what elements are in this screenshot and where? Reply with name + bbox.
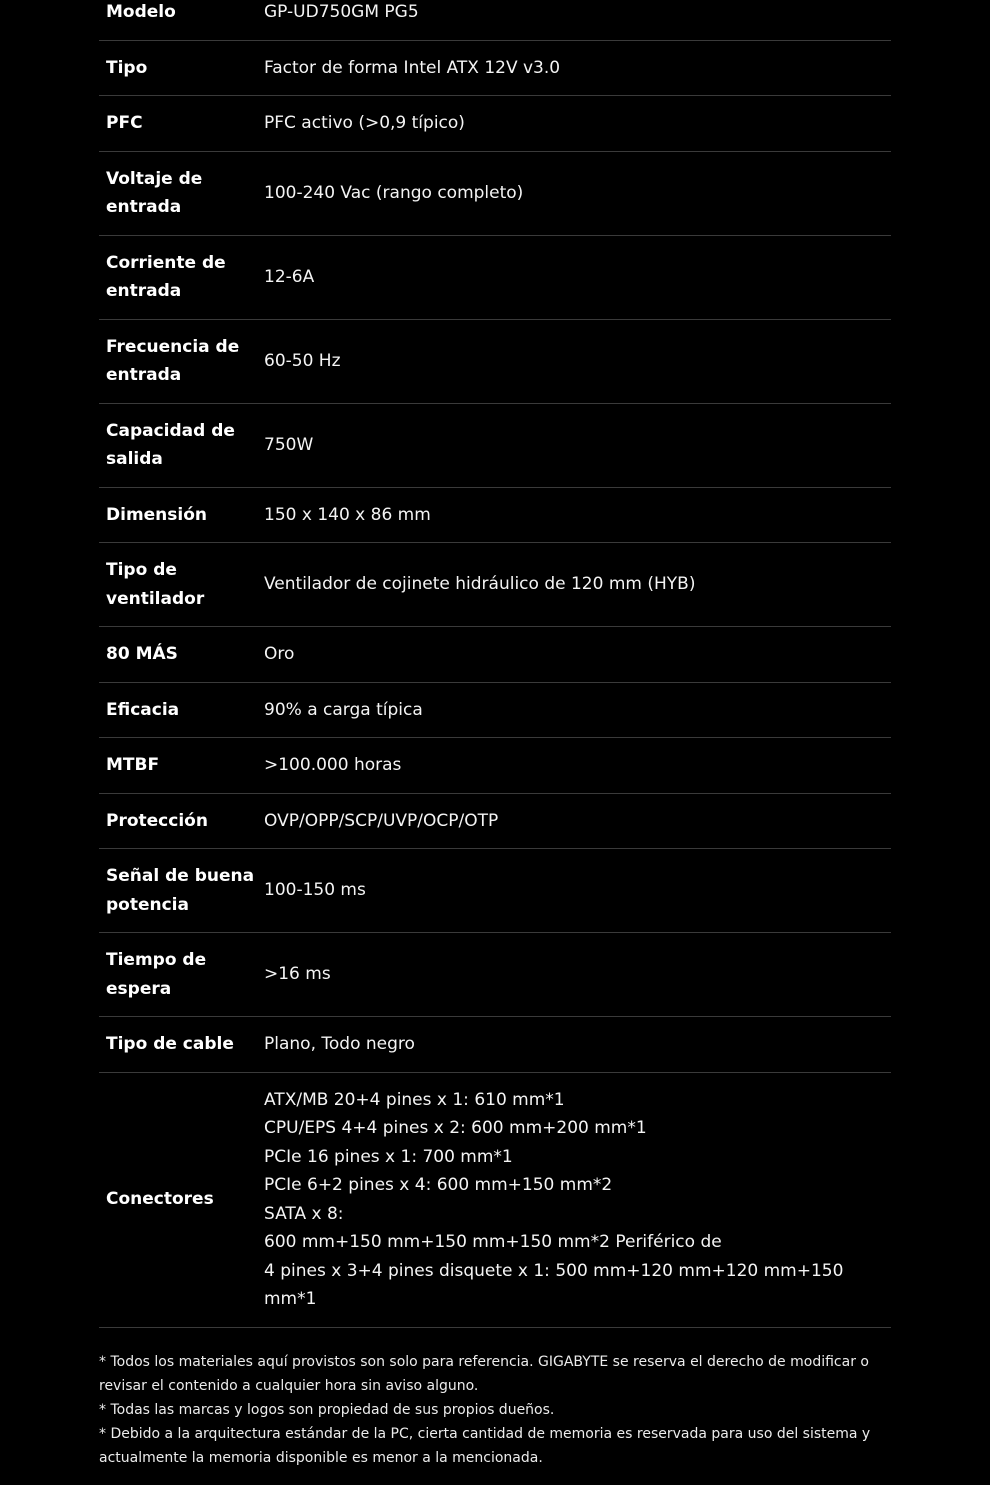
spec-label: MTBF xyxy=(99,738,264,794)
spec-value-line: Ventilador de cojinete hidráulico de 120 mm (HYB) xyxy=(264,574,696,595)
spec-label: Modelo xyxy=(99,0,264,40)
disclaimer-note: * Todos los materiales aquí provistos son solo para referencia. GIGABYTE se reserva el derecho de modificar o revisar el contenido a cualquier hora sin aviso alguno. xyxy=(99,1353,869,1394)
spec-value xyxy=(264,738,891,794)
spec-label: Eficacia xyxy=(99,682,264,738)
spec-value-line: PFC activo (>0,9 típico) xyxy=(264,113,465,133)
spec-table xyxy=(99,0,891,1328)
spec-value-line: PCIe 16 pines x 1: 700 mm*1 xyxy=(264,1146,513,1167)
spec-value xyxy=(264,151,891,235)
spec-row xyxy=(99,933,891,1017)
spec-value xyxy=(264,933,891,1017)
spec-value xyxy=(264,40,891,96)
spec-row xyxy=(99,1072,891,1327)
spec-value-line: >100.000 horas xyxy=(264,755,402,775)
spec-label: Dimensión xyxy=(99,487,264,543)
spec-label: Tipo xyxy=(99,40,264,96)
spec-row xyxy=(99,682,891,738)
spec-value xyxy=(264,849,891,933)
spec-label: Conectores xyxy=(99,1072,264,1327)
spec-label: Capacidad de salida xyxy=(99,403,264,487)
spec-value xyxy=(264,0,891,40)
disclaimer-note: * Debido a la arquitectura estándar de la PC, cierta cantidad de memoria es reservada para uso del sistema y actualmente la memoria disponible es menor a la mencionada. xyxy=(99,1425,871,1466)
spec-value xyxy=(264,682,891,738)
spec-label: 80 MÁS xyxy=(99,627,264,683)
spec-value xyxy=(264,627,891,683)
spec-value-line: 12-6A xyxy=(264,266,315,287)
spec-value-line: 750W xyxy=(264,434,314,455)
spec-value-line: 100-150 ms xyxy=(264,880,366,901)
spec-value-line: >16 ms xyxy=(264,964,331,985)
spec-value-line: 4 pines x 3+4 pines disquete x 1: 500 mm+120 mm+120 mm+150 mm*1 xyxy=(264,1260,844,1309)
spec-row xyxy=(99,543,891,627)
spec-sheet xyxy=(99,0,891,1470)
spec-value xyxy=(264,543,891,627)
spec-value-line: OVP/OPP/SCP/UVP/OCP/OTP xyxy=(264,810,499,831)
spec-label: Protección xyxy=(99,793,264,849)
spec-value-line: 90% a carga típica xyxy=(264,699,423,720)
spec-label: Tiempo de espera xyxy=(99,933,264,1017)
spec-row xyxy=(99,40,891,96)
spec-value-line: GP-UD750GM PG5 xyxy=(264,2,419,22)
spec-row xyxy=(99,403,891,487)
disclaimer-notes xyxy=(99,1350,891,1470)
spec-value xyxy=(264,1072,891,1327)
spec-value-line: Oro xyxy=(264,644,295,664)
spec-value xyxy=(264,1017,891,1073)
spec-value xyxy=(264,793,891,849)
spec-label: PFC xyxy=(99,96,264,152)
spec-value-line: SATA x 8: xyxy=(264,1203,344,1224)
spec-row xyxy=(99,849,891,933)
spec-value-line: ATX/MB 20+4 pines x 1: 610 mm*1 xyxy=(264,1089,565,1110)
spec-label: Tipo de ventilador xyxy=(99,543,264,627)
spec-row xyxy=(99,627,891,683)
spec-value-line: 150 x 140 x 86 mm xyxy=(264,504,431,525)
spec-value-line: CPU/EPS 4+4 pines x 2: 600 mm+200 mm*1 xyxy=(264,1118,647,1138)
spec-value xyxy=(264,235,891,319)
spec-value-line: Factor de forma Intel ATX 12V v3.0 xyxy=(264,57,561,78)
spec-row xyxy=(99,151,891,235)
spec-label: Frecuencia de entrada xyxy=(99,319,264,403)
spec-value xyxy=(264,403,891,487)
spec-value-line: PCIe 6+2 pines x 4: 600 mm+150 mm*2 xyxy=(264,1175,613,1195)
spec-label: Señal de buena potencia xyxy=(99,849,264,933)
spec-label: Voltaje de entrada xyxy=(99,151,264,235)
spec-row xyxy=(99,738,891,794)
spec-row xyxy=(99,793,891,849)
disclaimer-note: * Todas las marcas y logos son propiedad de sus propios dueños. xyxy=(99,1401,555,1418)
spec-value-line: 600 mm+150 mm+150 mm+150 mm*2 Periférico de xyxy=(264,1232,722,1252)
spec-value xyxy=(264,487,891,543)
spec-row xyxy=(99,235,891,319)
spec-row xyxy=(99,1017,891,1073)
spec-label: Tipo de cable xyxy=(99,1017,264,1073)
spec-row xyxy=(99,0,891,40)
spec-row xyxy=(99,319,891,403)
spec-label: Corriente de entrada xyxy=(99,235,264,319)
spec-value-line: 100-240 Vac (rango completo) xyxy=(264,182,524,203)
spec-value-line: 60-50 Hz xyxy=(264,350,341,371)
spec-row xyxy=(99,96,891,152)
spec-value-line: Plano, Todo negro xyxy=(264,1034,415,1054)
spec-table-body xyxy=(99,0,891,1327)
spec-value xyxy=(264,96,891,152)
spec-row xyxy=(99,487,891,543)
spec-value xyxy=(264,319,891,403)
